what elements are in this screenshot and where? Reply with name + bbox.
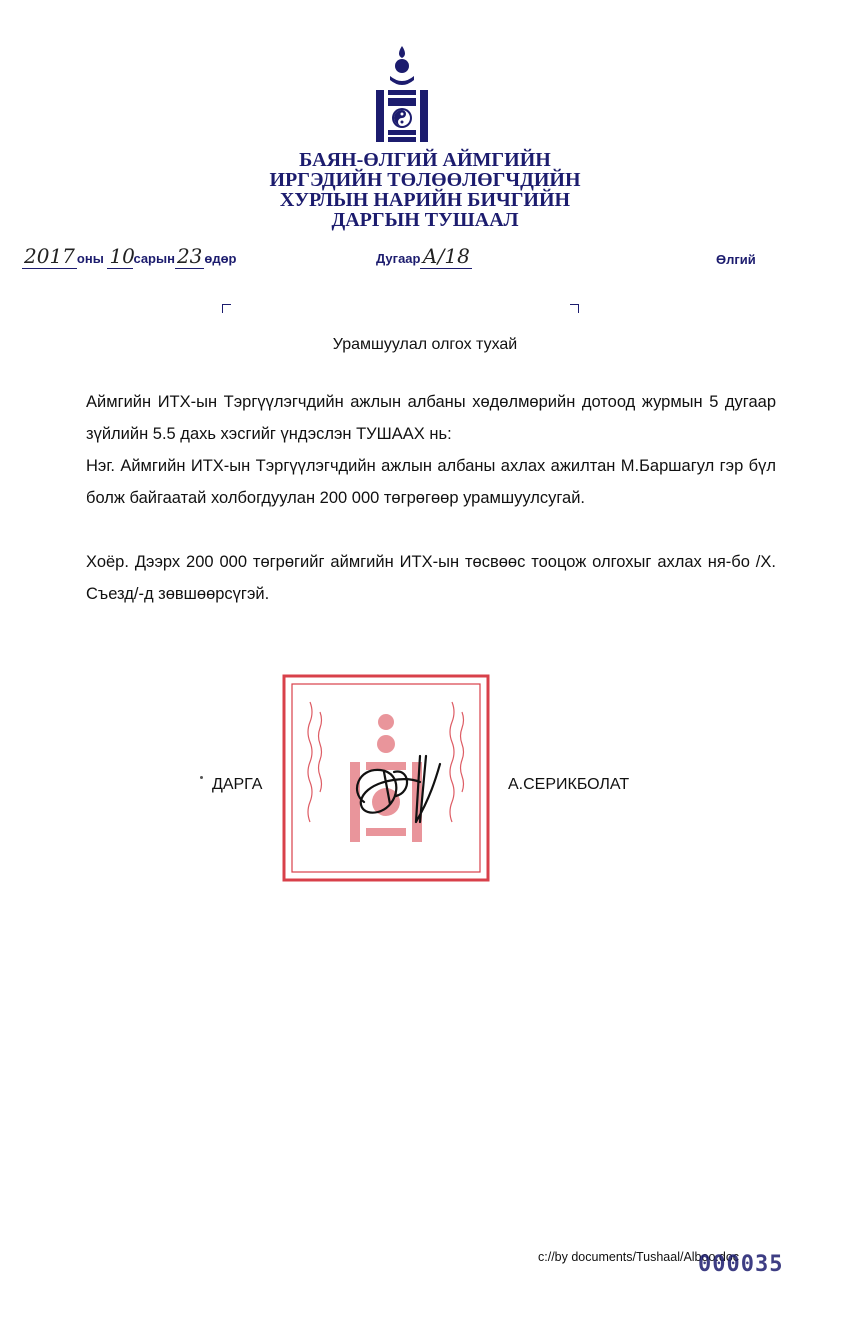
place: Өлгий [716, 252, 756, 267]
speck-mark [200, 776, 203, 779]
number-line [376, 244, 472, 269]
corner-mark-right [570, 304, 579, 313]
file-path-footer: c://by documents/Tushaal/Alboo.doc [538, 1250, 740, 1264]
date-year: 2017 [24, 244, 75, 268]
body-item-1 [86, 450, 776, 514]
header-line-3: ХУРЛЫН НАРИЙН БИЧГИЙН [279, 189, 571, 211]
body-item-2-text: Хоёр. Дээрх 200 000 төгрөгийг аймгийн ИТХ-ын төсвөөс тооцож олгохыг ахлах ня-бо /Х. Съезд/-д зөвшөөрсүгэй. [86, 553, 776, 603]
signatory-title: ДАРГА [212, 776, 263, 793]
header-line-2: ИРГЭДИЙН ТӨЛӨӨЛӨГЧДИЙН [269, 169, 581, 191]
serial-number: 000035 [698, 1252, 784, 1277]
subject-title: Урамшуулал олгох тухай [332, 336, 518, 353]
document-number: А/18 [422, 244, 470, 268]
body-item-2 [86, 546, 776, 610]
date-day: 23 [176, 244, 203, 268]
date-month: 10 [109, 244, 135, 268]
corner-mark-left [222, 304, 231, 313]
body-intro [86, 386, 776, 450]
signatory-name: А.СЕРИКБОЛАТ [508, 776, 630, 793]
body-item-1-text: Нэг. Аймгийн ИТХ-ын Тэргүүлэгчдийн ажлын албаны ахлах ажилтан М.Баршагул гэр бүл болж байгаатай холбогдуулан 200 000 төгрөгөөр урамшуулсугай. [86, 457, 776, 507]
official-seal-stamp [280, 672, 492, 884]
date-day-suffix: өдөр [204, 251, 237, 266]
body-intro-text: Аймгийн ИТХ-ын Тэргүүлэгчдийн ажлын албаны хөдөлмөрийн дотоод журмын 5 дугаар зүйлийн 5.5 дахь хэсгийг үндэслэн ТУШААХ нь: [86, 393, 776, 443]
header-line-4: ДАРГЫН ТУШААЛ [331, 209, 519, 231]
date-month-suffix: сарын [133, 251, 175, 266]
date-line [22, 244, 236, 269]
number-label: Дугаар [376, 251, 421, 266]
header-line-1: БАЯН-ӨЛГИЙ АЙМГИЙН [299, 149, 551, 171]
date-year-suffix: оны [76, 251, 104, 266]
soyombo-emblem-icon [376, 44, 428, 142]
